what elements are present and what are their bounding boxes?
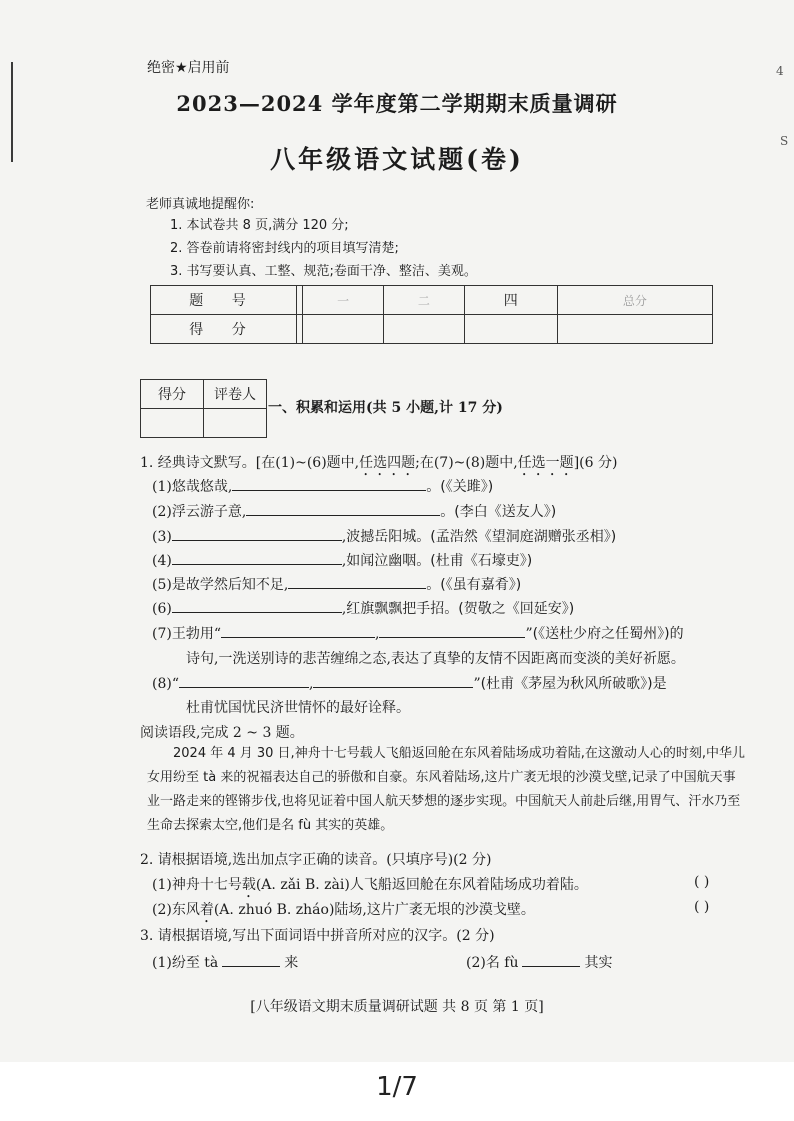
item-source: (贺敬之《回延安》): [458, 601, 575, 617]
answer-paren[interactable]: ( ): [694, 874, 710, 890]
reading-intro: 阅读语段,完成 2 ~ 3 题。: [140, 725, 304, 741]
item-prefix: (8)“: [152, 676, 179, 692]
item-suffix: 是: [652, 676, 667, 692]
item-suffix: ,红旗飘飘把手招。: [341, 601, 459, 617]
item-source: (杜甫《茅屋为秋风所破歌》): [480, 676, 653, 692]
reminder-item: 3. 书写要认真、工整、规范;卷面干净、整洁、美观。: [170, 264, 477, 279]
item-source: (《送杜少府之任蜀州》): [532, 626, 670, 642]
item-source: (李白《送友人》): [454, 504, 557, 520]
item-suffix: 其实: [584, 955, 613, 971]
question-1-item-7: [152, 623, 684, 643]
answer-blank[interactable]: [522, 953, 580, 967]
score-cell[interactable]: [303, 315, 384, 344]
question-1-stem-text: 1. 经典诗文默写。[在(1)~(6)题中,: [140, 455, 360, 471]
reading-passage: 2024 年 4 月 30 日,神舟十七号载人飞船返回舱在东风着陆场成功着陆,在这激动人心的时刻,中华儿女用纷至 tà 来的祝福表达自己的骄傲和自豪。东风着陆场,这片广袤无垠的沙漠戈壁,记录了中国航天事业一路走来的铿锵步伐,也将见证着中国人航天梦想的逐步实现。中国航天人前赴后继,用胃气、汗水乃至生命去探索太空,他们是名 fù 其实的英雄。: [147, 746, 745, 833]
question-2-item: [152, 899, 535, 926]
table-row: [141, 409, 267, 438]
score-cell[interactable]: [557, 315, 712, 344]
score-cell[interactable]: [464, 315, 557, 344]
item-suffix: (A. zhuó B. zháo)陆场,这片广袤无垠的沙漠戈壁。: [213, 902, 535, 918]
answer-blank[interactable]: [246, 502, 440, 516]
item-separator: ,: [375, 626, 380, 642]
edge-mark: 4: [776, 64, 784, 78]
grader-table: [140, 379, 267, 438]
score-table-header: 一: [303, 286, 384, 315]
item-source: (《关雎》): [440, 479, 494, 495]
item-prefix: (5)是故学然后知不足,: [152, 577, 289, 593]
question-2-item: [152, 874, 588, 901]
item-suffix: ,如闻泣幽咽。: [341, 553, 431, 569]
score-table-label: 得 分: [151, 315, 297, 344]
question-1-item: [152, 574, 521, 594]
item-separator: ,: [309, 676, 314, 692]
grader-score-label: 得分: [141, 380, 204, 409]
answer-blank[interactable]: [313, 674, 473, 688]
item-source: (孟浩然《望洞庭湖赠张丞相》): [430, 529, 617, 545]
grader-name-cell[interactable]: [204, 409, 267, 438]
reminder-item: 2. 答卷前请将密封线内的项目填写清楚;: [170, 241, 399, 256]
answer-blank[interactable]: [222, 953, 280, 967]
score-table-label: 题 号: [151, 286, 297, 315]
item-suffix: 。: [426, 479, 441, 495]
answer-blank[interactable]: [221, 624, 375, 638]
question-1-stem-text: ](6 分): [573, 455, 618, 471]
item-prefix: (3): [152, 529, 172, 545]
item-prefix: (1)神舟十七号: [152, 877, 242, 893]
exam-subtitle: 八年级语文试题(卷): [270, 145, 524, 174]
answer-blank[interactable]: [288, 575, 426, 589]
question-1-stem: [140, 452, 617, 479]
score-cell[interactable]: [383, 315, 464, 344]
item-suffix: ,波撼岳阳城。: [341, 529, 431, 545]
emphasis-text: 着: [199, 902, 214, 918]
emphasis-text: 载: [241, 877, 256, 893]
item-suffix: 。: [440, 504, 455, 520]
question-3-item: [152, 952, 298, 972]
question-1-item-8-continuation: 杜甫忧国忧民济世情怀的最好诠释。: [186, 700, 410, 716]
emphasis-text: 任选一题: [517, 455, 574, 471]
item-prefix: (7)王勃用“: [152, 626, 221, 642]
exam-title: 2023—2024 学年度第二学期期末质量调研: [176, 91, 618, 116]
question-3-stem: 3. 请根据语境,写出下面词语中拼音所对应的汉字。(2 分): [140, 928, 495, 944]
item-prefix: (2)浮云游子意,: [152, 504, 247, 520]
answer-blank[interactable]: [172, 551, 342, 565]
reminder-heading: 老师真诚地提醒你:: [146, 197, 255, 212]
item-suffix: ”: [473, 676, 481, 692]
grader-score-cell[interactable]: [141, 409, 204, 438]
answer-blank[interactable]: [179, 674, 309, 688]
item-suffix: 。: [426, 577, 441, 593]
question-1-item: [152, 550, 532, 570]
item-prefix: (1)纷至 tà: [152, 955, 219, 971]
section-title: 一、积累和运用(共 5 小题,计 17 分): [268, 400, 503, 416]
item-source: (《虽有嘉肴》): [440, 577, 522, 593]
question-1-item: [152, 501, 556, 521]
table-row: [151, 315, 713, 344]
item-source: (杜甫《石壕吏》): [430, 553, 533, 569]
score-table-header: 四: [464, 286, 557, 315]
item-prefix: (6): [152, 601, 172, 617]
score-table: [150, 285, 713, 344]
table-row: [151, 286, 713, 315]
question-1-item-7-continuation: 诗句,一洗送别诗的悲苦缠绵之态,表达了真挚的友情不因距离而变淡的美好祈愿。: [186, 651, 685, 667]
score-table-header: 总分: [557, 286, 712, 315]
reminder-item: 1. 本试卷共 8 页,满分 120 分;: [170, 218, 349, 233]
item-prefix: (4): [152, 553, 172, 569]
answer-blank[interactable]: [172, 599, 342, 613]
score-table-header: 二: [383, 286, 464, 315]
question-1-item: [152, 598, 574, 618]
question-1-stem-text: ;在(7)~(8)题中,: [415, 455, 518, 471]
item-prefix: (2)东风: [152, 902, 200, 918]
answer-blank[interactable]: [379, 624, 525, 638]
answer-blank[interactable]: [172, 527, 342, 541]
grader-name-label: 评卷人: [204, 380, 267, 409]
page-footer: [八年级语文期末质量调研试题 共 8 页 第 1 页]: [250, 999, 544, 1015]
question-1-item-8: [152, 673, 667, 693]
question-1-item: [152, 526, 616, 546]
confidential-label: 绝密★启用前: [147, 60, 230, 76]
question-1-item: [152, 476, 493, 496]
page-counter: 1/7: [376, 1072, 418, 1102]
question-3-item: [466, 952, 612, 972]
item-prefix: (1)悠哉悠哉,: [152, 479, 233, 495]
item-suffix: ”: [525, 626, 533, 642]
item-suffix: (A. zǎi B. zài)人飞船返回舱在东风着陆场成功着陆。: [255, 877, 588, 893]
answer-paren[interactable]: ( ): [694, 899, 710, 915]
question-2-stem: 2. 请根据语境,选出加点字正确的读音。(只填序号)(2 分): [140, 852, 492, 868]
emphasis-text: 任选四题: [359, 455, 416, 471]
edge-mark: S: [780, 134, 789, 148]
table-row: [141, 380, 267, 409]
item-prefix: (2)名 fù: [466, 955, 519, 971]
item-suffix: 来: [284, 955, 299, 971]
answer-blank[interactable]: [232, 477, 426, 491]
item-suffix: 的: [669, 626, 684, 642]
